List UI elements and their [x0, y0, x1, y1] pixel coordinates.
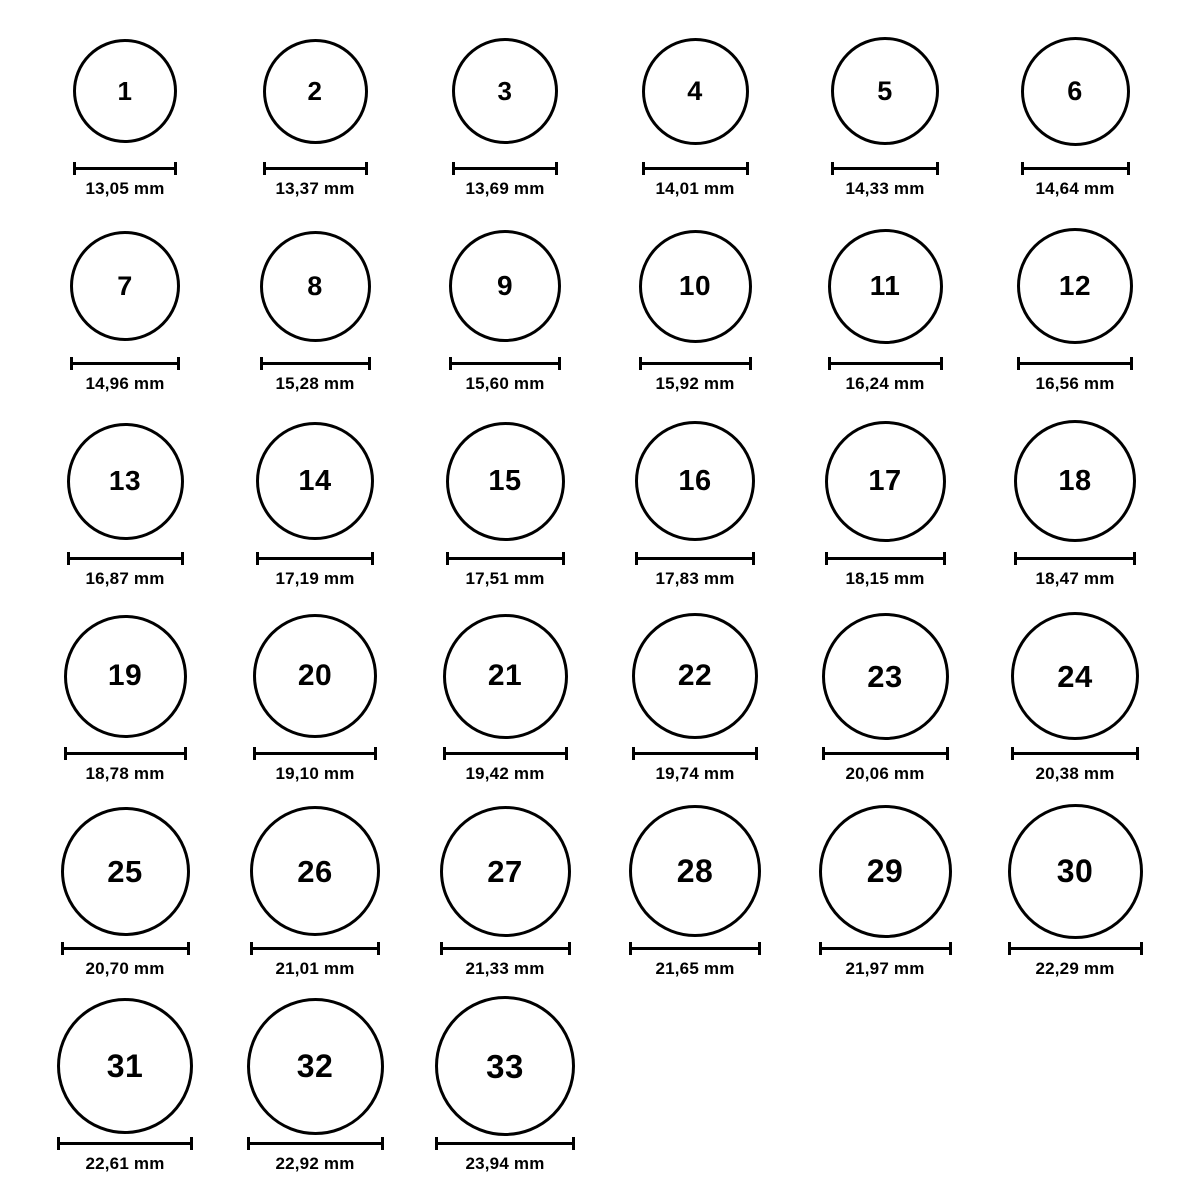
- caliper-icon: [1017, 357, 1133, 369]
- ring-size-number: 19: [107, 659, 143, 692]
- ring-diameter-label: 21,65 mm: [655, 959, 735, 978]
- ring-size-number: 18: [1058, 464, 1092, 497]
- ring-measurement: [256, 552, 374, 589]
- ring-size-number: 9: [496, 270, 514, 301]
- caliper-icon: [825, 552, 946, 564]
- ring-circle-icon: [822, 613, 949, 740]
- ring-size-number: 12: [1058, 270, 1092, 301]
- caliper-icon: [263, 162, 368, 174]
- ring-circle-icon: [1014, 420, 1136, 542]
- ring-size-number: 29: [866, 853, 904, 889]
- ring-circle-wrap: [263, 22, 368, 160]
- ring-circle-wrap: [64, 607, 187, 745]
- ring-measurement: [1014, 552, 1136, 589]
- ring-size-number: 6: [1067, 75, 1083, 106]
- ring-measurement: [635, 552, 755, 589]
- ring-circle-wrap: [642, 22, 749, 160]
- ring-measurement: [64, 747, 187, 784]
- ring-diameter-label: 14,33 mm: [845, 179, 925, 198]
- ring-size-number: 4: [687, 75, 703, 106]
- ring-size-cell: [30, 607, 220, 802]
- ring-measurement: [250, 942, 380, 979]
- ring-circle-wrap: [73, 22, 177, 160]
- ring-measurement: [632, 747, 758, 784]
- ring-circle-icon: [446, 422, 565, 541]
- ring-measurement: [1008, 942, 1143, 979]
- ring-size-cell: [980, 802, 1170, 997]
- ring-diameter-label: 21,01 mm: [275, 959, 355, 978]
- ring-size-cell: [30, 802, 220, 997]
- ring-measurement: [449, 357, 561, 394]
- caliper-icon: [247, 1137, 384, 1149]
- ring-circle-icon: [57, 998, 193, 1134]
- ring-measurement: [253, 747, 377, 784]
- caliper-icon: [639, 357, 752, 369]
- ring-size-cell: [790, 607, 980, 802]
- caliper-icon: [452, 162, 558, 174]
- caliper-icon: [1014, 552, 1136, 564]
- ring-measurement: [70, 357, 180, 394]
- ring-measurement: [435, 1137, 575, 1174]
- caliper-icon: [632, 747, 758, 759]
- ring-size-cell: [980, 412, 1170, 607]
- caliper-icon: [642, 162, 749, 174]
- ring-size-number: 14: [298, 464, 332, 497]
- ring-diameter-label: 14,01 mm: [655, 179, 735, 198]
- ring-circle-icon: [825, 421, 946, 542]
- ring-circle-wrap: [250, 802, 380, 940]
- ring-diameter-label: 16,87 mm: [85, 569, 165, 588]
- caliper-icon: [64, 747, 187, 759]
- ring-size-cell: [790, 802, 980, 997]
- ring-size-number: 25: [107, 853, 143, 889]
- ring-diameter-label: 16,56 mm: [1035, 374, 1115, 393]
- caliper-icon: [250, 942, 380, 954]
- caliper-icon: [446, 552, 565, 564]
- ring-circle-wrap: [632, 607, 758, 745]
- ring-circle-wrap: [1011, 607, 1139, 745]
- caliper-icon: [828, 357, 943, 369]
- ring-circle-wrap: [825, 412, 946, 550]
- ring-circle-icon: [1011, 612, 1139, 740]
- ring-circle-wrap: [67, 412, 184, 550]
- ring-size-cell: [410, 607, 600, 802]
- ring-diameter-label: 17,83 mm: [655, 569, 735, 588]
- ring-circle-icon: [61, 807, 190, 936]
- ring-circle-wrap: [70, 217, 180, 355]
- ring-diameter-label: 23,94 mm: [465, 1154, 545, 1173]
- ring-diameter-label: 16,24 mm: [845, 374, 925, 393]
- caliper-icon: [1021, 162, 1130, 174]
- caliper-icon: [73, 162, 177, 174]
- ring-circle-icon: [635, 421, 755, 541]
- ring-diameter-label: 17,51 mm: [465, 569, 545, 588]
- ring-circle-wrap: [435, 997, 575, 1135]
- ring-measurement: [822, 747, 949, 784]
- ring-circle-icon: [443, 614, 568, 739]
- ring-diameter-label: 21,33 mm: [465, 959, 545, 978]
- ring-circle-icon: [452, 38, 558, 144]
- ring-size-cell: [790, 412, 980, 607]
- ring-circle-wrap: [446, 412, 565, 550]
- ring-size-number: 26: [297, 853, 333, 889]
- ring-measurement: [73, 162, 177, 199]
- ring-circle-wrap: [1008, 802, 1143, 940]
- caliper-icon: [253, 747, 377, 759]
- ring-size-cell: [410, 217, 600, 412]
- ring-diameter-label: 15,60 mm: [465, 374, 545, 393]
- ring-measurement: [1011, 747, 1139, 784]
- ring-size-number: 16: [678, 464, 712, 497]
- caliper-icon: [449, 357, 561, 369]
- caliper-icon: [440, 942, 571, 954]
- ring-measurement: [247, 1137, 384, 1174]
- ring-circle-wrap: [1021, 22, 1130, 160]
- ring-circle-wrap: [247, 997, 384, 1135]
- caliper-icon: [435, 1137, 575, 1149]
- ring-circle-icon: [440, 806, 571, 937]
- ring-measurement: [263, 162, 368, 199]
- ring-circle-icon: [263, 39, 368, 144]
- ring-size-number: 33: [486, 1047, 524, 1085]
- caliper-icon: [61, 942, 190, 954]
- ring-size-cell: [30, 22, 220, 217]
- ring-size-cell: [220, 607, 410, 802]
- ring-diameter-label: 20,06 mm: [845, 764, 925, 783]
- caliper-icon: [67, 552, 184, 564]
- ring-diameter-label: 19,42 mm: [465, 764, 545, 783]
- ring-measurement: [452, 162, 558, 199]
- ring-measurement: [57, 1137, 193, 1174]
- ring-circle-wrap: [1017, 217, 1133, 355]
- ring-circle-icon: [250, 806, 380, 936]
- ring-size-number: 17: [868, 464, 902, 497]
- ring-diameter-label: 19,10 mm: [275, 764, 355, 783]
- ring-size-grid: [30, 22, 1170, 1192]
- caliper-icon: [635, 552, 755, 564]
- ring-diameter-label: 20,38 mm: [1035, 764, 1115, 783]
- ring-diameter-label: 18,15 mm: [845, 569, 925, 588]
- ring-measurement: [819, 942, 952, 979]
- ring-measurement: [443, 747, 568, 784]
- ring-circle-wrap: [831, 22, 939, 160]
- ring-size-cell: [30, 997, 220, 1192]
- ring-size-number: 23: [867, 658, 903, 694]
- ring-size-cell: [790, 217, 980, 412]
- ring-size-cell: [600, 607, 790, 802]
- ring-circle-icon: [73, 39, 177, 143]
- ring-size-cell: [220, 997, 410, 1192]
- ring-circle-icon: [1021, 37, 1130, 146]
- ring-circle-wrap: [61, 802, 190, 940]
- ring-circle-wrap: [57, 997, 193, 1135]
- ring-measurement: [642, 162, 749, 199]
- ring-circle-wrap: [449, 217, 561, 355]
- ring-diameter-label: 22,29 mm: [1035, 959, 1115, 978]
- ring-size-number: 30: [1056, 853, 1094, 889]
- ring-diameter-label: 13,37 mm: [275, 179, 355, 198]
- ring-measurement: [440, 942, 571, 979]
- ring-diameter-label: 17,19 mm: [275, 569, 355, 588]
- ring-size-cell: [980, 22, 1170, 217]
- ring-size-cell: [790, 22, 980, 217]
- ring-diameter-label: 20,70 mm: [85, 959, 165, 978]
- ring-size-number: 28: [676, 853, 714, 889]
- ring-size-cell: [980, 217, 1170, 412]
- ring-circle-icon: [1008, 804, 1143, 939]
- ring-measurement: [1017, 357, 1133, 394]
- ring-circle-icon: [828, 229, 943, 344]
- ring-diameter-label: 22,61 mm: [85, 1154, 165, 1173]
- caliper-icon: [57, 1137, 193, 1149]
- ring-measurement: [825, 552, 946, 589]
- ring-circle-wrap: [452, 22, 558, 160]
- caliper-icon: [70, 357, 180, 369]
- ring-circle-icon: [642, 38, 749, 145]
- ring-size-number: 3: [497, 76, 513, 106]
- caliper-icon: [443, 747, 568, 759]
- caliper-icon: [260, 357, 371, 369]
- caliper-icon: [1011, 747, 1139, 759]
- ring-circle-wrap: [1014, 412, 1136, 550]
- caliper-icon: [819, 942, 952, 954]
- ring-diameter-label: 14,96 mm: [85, 374, 165, 393]
- ring-size-number: 31: [106, 1048, 144, 1084]
- ring-measurement: [260, 357, 371, 394]
- ring-size-cell: [600, 217, 790, 412]
- ring-size-number: 8: [307, 270, 323, 301]
- ring-diameter-label: 18,78 mm: [85, 764, 165, 783]
- ring-circle-wrap: [822, 607, 949, 745]
- ring-circle-icon: [632, 613, 758, 739]
- ring-measurement: [639, 357, 752, 394]
- ring-size-number: 10: [678, 270, 712, 301]
- ring-measurement: [61, 942, 190, 979]
- ring-size-number: 15: [488, 464, 522, 497]
- ring-size-number: 32: [296, 1048, 334, 1084]
- ring-diameter-label: 15,92 mm: [655, 374, 735, 393]
- ring-diameter-label: 15,28 mm: [275, 374, 355, 393]
- ring-size-cell: [980, 607, 1170, 802]
- ring-size-cell: [220, 22, 410, 217]
- ring-size-number: 22: [677, 659, 713, 692]
- ring-size-cell: [220, 802, 410, 997]
- ring-size-cell: [600, 802, 790, 997]
- ring-diameter-label: 22,92 mm: [275, 1154, 355, 1173]
- ring-size-number: 7: [117, 270, 133, 301]
- caliper-icon: [822, 747, 949, 759]
- ring-diameter-label: 14,64 mm: [1035, 179, 1115, 198]
- ring-size-cell: [30, 412, 220, 607]
- ring-diameter-label: 19,74 mm: [655, 764, 735, 783]
- ring-size-cell: [600, 22, 790, 217]
- ring-circle-wrap: [256, 412, 374, 550]
- ring-circle-wrap: [828, 217, 943, 355]
- ring-circle-wrap: [635, 412, 755, 550]
- ring-size-number: 2: [307, 76, 323, 106]
- ring-diameter-label: 13,69 mm: [465, 179, 545, 198]
- ring-circle-icon: [260, 231, 371, 342]
- ring-circle-wrap: [819, 802, 952, 940]
- ring-size-number: 11: [869, 270, 901, 301]
- ring-size-number: 24: [1057, 658, 1093, 694]
- ring-size-cell: [410, 412, 600, 607]
- ring-circle-icon: [247, 998, 384, 1135]
- ring-diameter-label: 18,47 mm: [1035, 569, 1115, 588]
- ring-circle-icon: [253, 614, 377, 738]
- ring-circle-icon: [256, 422, 374, 540]
- caliper-icon: [256, 552, 374, 564]
- ring-size-cell: [410, 997, 600, 1192]
- ring-circle-wrap: [443, 607, 568, 745]
- ring-diameter-label: 21,97 mm: [845, 959, 925, 978]
- ring-circle-wrap: [440, 802, 571, 940]
- ring-size-cell: [220, 412, 410, 607]
- ring-circle-icon: [67, 423, 184, 540]
- ring-circle-wrap: [639, 217, 752, 355]
- ring-measurement: [1021, 162, 1130, 199]
- caliper-icon: [1008, 942, 1143, 954]
- caliper-icon: [629, 942, 761, 954]
- ring-size-number: 5: [877, 75, 893, 106]
- ring-size-number: 21: [487, 659, 523, 692]
- ring-circle-icon: [819, 805, 952, 938]
- ring-diameter-label: 13,05 mm: [85, 179, 165, 198]
- ring-circle-icon: [435, 996, 575, 1136]
- ring-size-cell: [410, 802, 600, 997]
- ring-circle-icon: [1017, 228, 1133, 344]
- ring-circle-wrap: [629, 802, 761, 940]
- ring-measurement: [828, 357, 943, 394]
- ring-size-cell: [410, 22, 600, 217]
- ring-size-number: 20: [297, 659, 333, 692]
- ring-measurement: [831, 162, 939, 199]
- ring-size-number: 27: [487, 853, 523, 889]
- ring-size-number: 13: [108, 465, 142, 496]
- ring-size-cell: [30, 217, 220, 412]
- ring-size-number: 1: [117, 76, 133, 106]
- ring-measurement: [629, 942, 761, 979]
- ring-circle-wrap: [260, 217, 371, 355]
- ring-circle-icon: [831, 37, 939, 145]
- caliper-icon: [831, 162, 939, 174]
- ring-size-cell: [600, 412, 790, 607]
- ring-measurement: [446, 552, 565, 589]
- ring-circle-icon: [449, 230, 561, 342]
- ring-measurement: [67, 552, 184, 589]
- ring-circle-icon: [639, 230, 752, 343]
- ring-circle-icon: [64, 615, 187, 738]
- ring-circle-icon: [629, 805, 761, 937]
- ring-circle-wrap: [253, 607, 377, 745]
- ring-circle-icon: [70, 231, 180, 341]
- ring-size-cell: [220, 217, 410, 412]
